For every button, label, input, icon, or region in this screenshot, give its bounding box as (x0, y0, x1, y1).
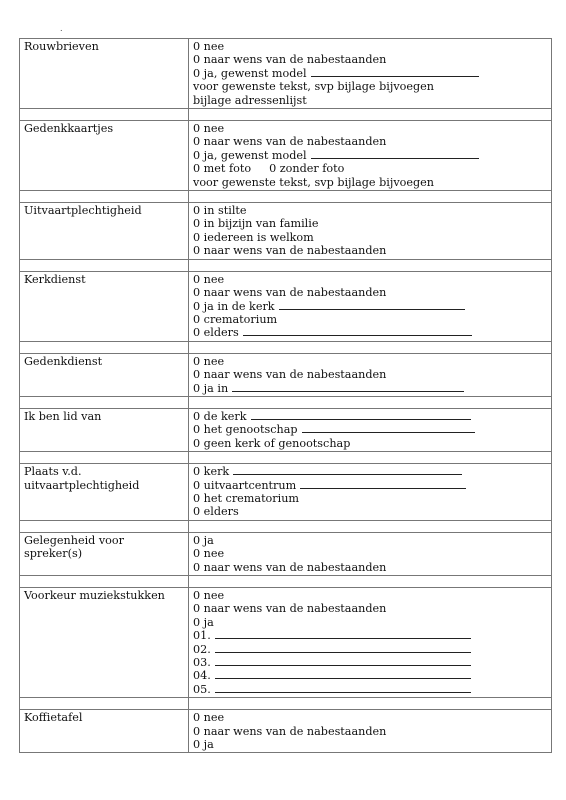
option-text: 0 naar wens van de nabestaanden (193, 135, 387, 149)
option-text: voor gewenste tekst, svp bijlage bijvoegen (193, 80, 434, 94)
option-line (193, 629, 547, 642)
section-label: Koffietafel (20, 710, 189, 753)
option-line (193, 492, 547, 505)
option-text: 0 kerk (193, 465, 230, 479)
option-line (193, 244, 547, 257)
option-line (193, 423, 547, 436)
option-text: 0 ja in (193, 381, 229, 395)
section-label: Kerkdienst (20, 271, 189, 341)
option-text: bijlage adressenlijst (193, 93, 307, 107)
option-text: 02. (193, 642, 211, 656)
section-row (20, 408, 552, 451)
section-options (189, 408, 552, 451)
option-line (193, 217, 547, 230)
option-text: 0 elders (193, 326, 239, 340)
option-line (193, 135, 547, 148)
section-label: Gedenkkaartjes (20, 121, 189, 191)
option-text: 0 het genootschap (193, 423, 298, 437)
funeral-wishes-table (19, 38, 552, 753)
section-options (189, 121, 552, 191)
spacer-row (20, 259, 552, 271)
form-body (20, 39, 552, 753)
option-line (193, 479, 547, 492)
fill-in-line[interactable] (215, 656, 471, 666)
section-options (189, 588, 552, 698)
fill-in-line[interactable] (251, 410, 471, 420)
fill-in-line[interactable] (311, 149, 479, 159)
option-line (193, 53, 547, 66)
option-line (193, 313, 547, 326)
option-text: 0 nee (193, 354, 225, 368)
option-text: 0 nee (193, 547, 225, 561)
section-row (20, 353, 552, 396)
section-options (189, 271, 552, 341)
section-options (189, 532, 552, 575)
spacer-row (20, 396, 552, 408)
option-text: 0 naar wens van de nabestaanden (193, 560, 387, 574)
option-line (193, 643, 547, 656)
option-text: 0 geen kerk of genootschap (193, 436, 351, 450)
option-text: 0 ja, gewenst model (193, 148, 307, 162)
option-text: 03. (193, 656, 211, 670)
option-line (193, 738, 547, 751)
fill-in-line[interactable] (233, 465, 462, 475)
option-text: 0 nee (193, 589, 225, 602)
option-line (193, 656, 547, 669)
spacer-row (20, 341, 552, 353)
option-line (193, 602, 547, 615)
section-label: Uitvaartplechtigheid (20, 203, 189, 260)
section-options (189, 39, 552, 109)
option-line (193, 122, 547, 135)
option-text: 0 ja in de kerk (193, 299, 275, 313)
option-text: 0 ja, gewenst model (193, 66, 307, 80)
option-text: 01. (193, 629, 211, 643)
section-options (189, 710, 552, 753)
option-text: 0 iedereen is welkom (193, 230, 314, 244)
option-line (193, 94, 547, 107)
fill-in-line[interactable] (215, 629, 471, 639)
option-text: 0 crematorium (193, 312, 278, 326)
option-line (193, 669, 547, 682)
section-label: Rouwbrieven (20, 39, 189, 109)
option-text: 0 in bijzijn van familie (193, 217, 319, 231)
spacer-row (20, 520, 552, 532)
section-options (189, 353, 552, 396)
option-line (193, 382, 547, 395)
option-line (193, 231, 547, 244)
section-row (20, 39, 552, 109)
option-text: 0 nee (193, 711, 225, 725)
fill-in-line[interactable] (302, 423, 475, 433)
section-row (20, 588, 552, 698)
fill-in-line[interactable] (311, 67, 479, 77)
option-text-secondary: 0 zonder foto (269, 162, 345, 176)
option-text: 0 ja (193, 738, 214, 752)
fill-in-line[interactable] (232, 382, 464, 392)
fill-in-line[interactable] (300, 479, 466, 489)
option-text: 0 nee (193, 122, 225, 136)
option-text: 0 nee (193, 40, 225, 53)
section-row (20, 710, 552, 753)
option-text: 0 met foto (193, 162, 252, 176)
option-text: 0 in stilte (193, 204, 247, 218)
option-text: 05. (193, 682, 211, 696)
option-line (193, 300, 547, 313)
option-text: 0 uitvaartcentrum (193, 478, 297, 492)
option-text: 0 naar wens van de nabestaanden (193, 368, 387, 382)
section-label: Gedenkdienst (20, 353, 189, 396)
section-row (20, 203, 552, 260)
page-mark: . (60, 24, 63, 33)
option-text: 0 naar wens van de nabestaanden (193, 724, 387, 738)
option-line (193, 505, 547, 518)
section-row (20, 464, 552, 521)
option-line (193, 204, 547, 217)
option-line (193, 176, 547, 189)
fill-in-line[interactable] (279, 300, 465, 310)
option-text: 0 naar wens van de nabestaanden (193, 244, 387, 258)
section-row (20, 532, 552, 575)
option-line (193, 326, 547, 339)
option-text: 0 naar wens van de nabestaanden (193, 286, 387, 300)
option-text: 04. (193, 669, 211, 683)
section-options (189, 464, 552, 521)
option-text: 0 naar wens van de nabestaanden (193, 53, 387, 67)
option-text: 0 de kerk (193, 409, 247, 423)
option-line (193, 465, 547, 478)
option-line (193, 547, 547, 560)
option-line (193, 286, 547, 299)
option-line (193, 410, 547, 423)
section-label: Gelegenheid voor spreker(s) (20, 532, 189, 575)
option-line (193, 561, 547, 574)
option-line (193, 273, 547, 286)
option-line (193, 40, 547, 53)
spacer-row (20, 576, 552, 588)
section-row (20, 121, 552, 191)
option-line (193, 534, 547, 547)
section-row (20, 271, 552, 341)
option-text: 0 ja (193, 533, 214, 547)
option-line (193, 355, 547, 368)
spacer-row (20, 698, 552, 710)
spacer-row (20, 109, 552, 121)
option-text: 0 nee (193, 272, 225, 286)
fill-in-line[interactable] (215, 643, 471, 653)
option-line (193, 725, 547, 738)
option-line (193, 80, 547, 93)
option-line (193, 683, 547, 696)
section-label: Ik ben lid van (20, 408, 189, 451)
option-line (193, 149, 547, 162)
option-line (193, 616, 547, 629)
section-label: Voorkeur muziekstukken (20, 588, 189, 698)
spacer-row (20, 452, 552, 464)
option-line (193, 368, 547, 381)
option-text: 0 elders (193, 505, 239, 519)
option-line (193, 67, 547, 80)
fill-in-line[interactable] (215, 669, 471, 679)
fill-in-line[interactable] (243, 326, 472, 336)
fill-in-line[interactable] (215, 683, 471, 693)
section-options (189, 203, 552, 260)
section-label: Plaats v.d. uitvaartplechtigheid (20, 464, 189, 521)
option-line (193, 711, 547, 724)
option-text: 0 het crematorium (193, 491, 300, 505)
option-line (193, 589, 547, 602)
option-text: voor gewenste tekst, svp bijlage bijvoegen (193, 175, 434, 189)
option-text: 0 naar wens van de nabestaanden (193, 602, 387, 616)
option-text: 0 ja (193, 615, 214, 629)
option-line (193, 162, 547, 175)
spacer-row (20, 191, 552, 203)
option-line (193, 437, 547, 450)
